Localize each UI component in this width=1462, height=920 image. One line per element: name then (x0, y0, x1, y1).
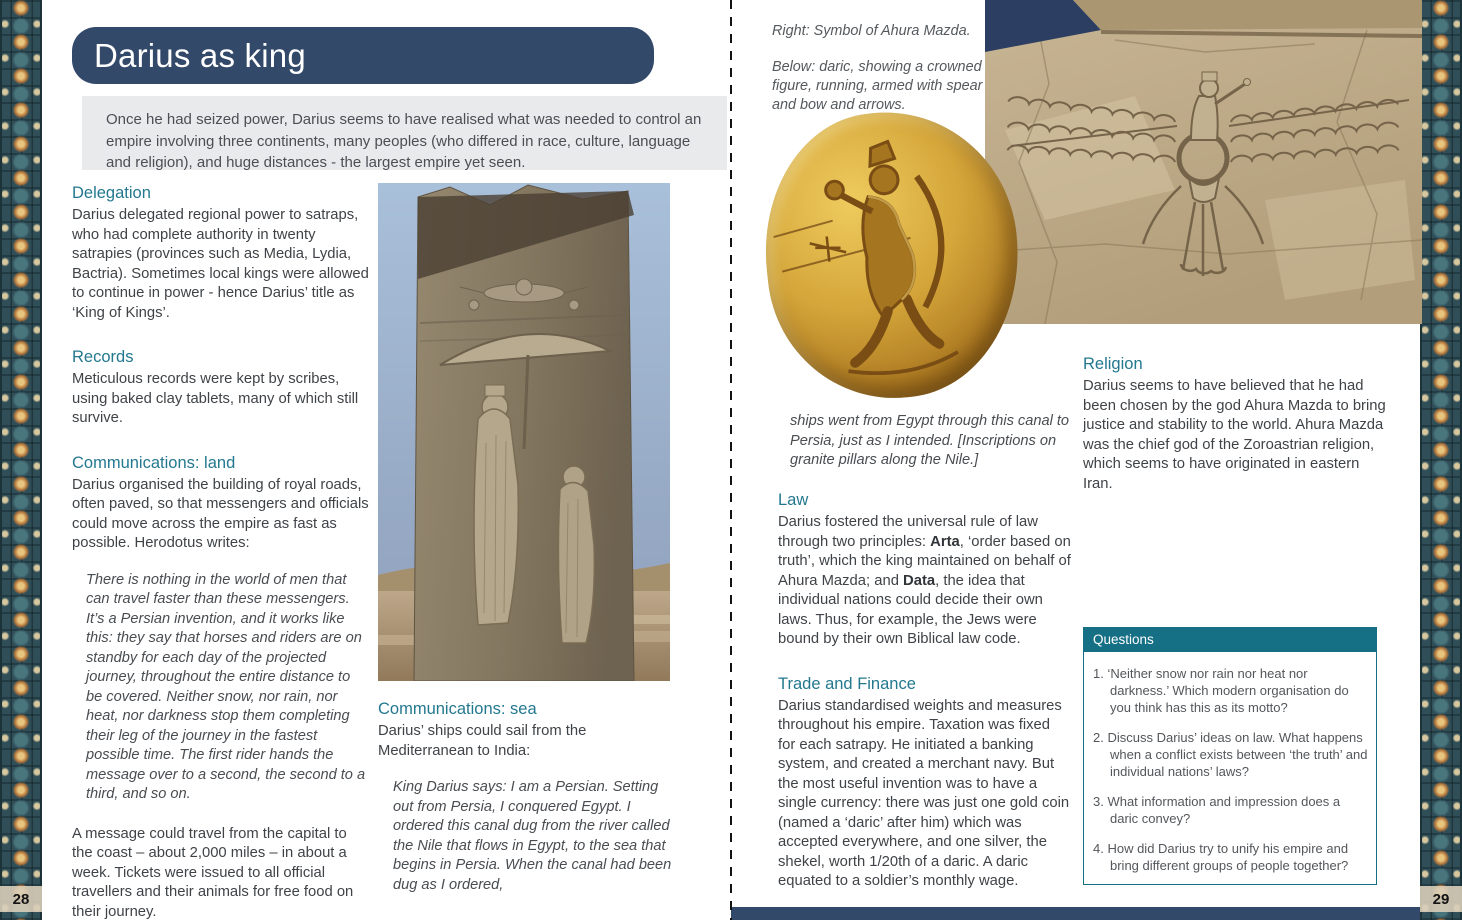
communications-sea-text: Darius’ ships could sail from the Mediterranean to India: (378, 723, 587, 759)
ornament-border-left (0, 0, 42, 920)
question-item: 4. How did Darius try to unify his empire and bring different groups of people together? (1093, 841, 1349, 873)
question-item: 3. What information and impression does a daric convey? (1093, 794, 1341, 826)
questions-box-body (1083, 652, 1377, 885)
intro-box (82, 96, 727, 170)
heading-records: Records (72, 348, 134, 366)
ahura-mazda-relief-photo (985, 0, 1422, 324)
questions-box-header: Questions (1083, 627, 1377, 652)
middle-column (378, 700, 680, 913)
records-text: Meticulous records were kept by scribes, using baked clay tablets, many of which still survive. (72, 371, 359, 426)
question-item: 1. ‘Neither snow nor rain nor heat nor darkness.’ Which modern organisation do you think has this as its motto? (1093, 666, 1349, 715)
delegation-text: Darius delegated regional power to satraps, who had complete authority in twenty satrapies (provinces such as Media, Lydia, Bactria). Sometimes local kings were allowed to continue in power - hence Darius’ title as ‘King of Kings’. (72, 207, 369, 321)
page-number-right: 29 (1420, 886, 1462, 912)
caption-ahura-mazda: Right: Symbol of Ahura Mazda. (772, 23, 971, 39)
stone-pillar (414, 185, 634, 681)
king-darius-quote: King Darius says: I am a Persian. Setting out from Persia, I conquered Egypt. I ordered this canal dug from the river called the Nile that flows in Egypt, to the sea that begins in Persia. When the canal had been dug as I ordered, (393, 779, 672, 893)
page-number-left: 28 (0, 886, 42, 912)
message-travel-text: A message could travel from the capital to the coast – about 2,000 miles – in about a week. Tickets were issued to all official travellers and their animals for free food on their journey. (72, 825, 354, 920)
page-fold-dashed-line (730, 0, 732, 920)
bottom-navy-bar (731, 907, 1420, 920)
persepolis-relief-photo (378, 183, 670, 681)
chapter-title: Darius as king (94, 36, 306, 74)
heading-law: Law (778, 491, 809, 509)
heading-delegation: Delegation (72, 184, 151, 202)
law-text: Darius fostered the universal rule of law through two principles: Arta, ‘order based on truth’, which the king maintained on behalf of Ahura Mazda; and Data, the idea that individual nations could decide their own laws. Thus, for example, the Jews were bound by their own Biblical law code. (778, 514, 1071, 647)
chapter-title-banner (72, 27, 654, 84)
left-column (72, 184, 369, 920)
question-item: 2. Discuss Darius’ ideas on law. What happens when a conflict exists between ‘the truth’ and individual nations’ laws? (1093, 730, 1368, 779)
coin-archer-figure (800, 136, 959, 379)
heading-trade-and-finance: Trade and Finance (778, 674, 916, 693)
religion-text: Darius seems to have believed that he had been chosen by the god Ahura Mazda to bring justice and stability to the world. Ahura Mazda was the chief god of the Zoroastrian religion, which seems to have originated in eastern Iran. (1083, 378, 1386, 492)
heading-religion: Religion (1083, 355, 1143, 373)
herodotus-quote: There is nothing in the world of men that can travel faster than these messengers. It’s a Persian invention, and it works like this: they say that horses and riders are on standby for each day of the projected journey, throughout the entire distance to be covered. Neither snow, nor rain, nor heat, nor darkness stop them completing their leg of the journey in the fastest possible time. The first rider hands the message over to a second, the second to a third, and so on. (86, 571, 366, 802)
communications-land-text: Darius organised the building of royal roads, often paved, so that messengers and officials could move across the empire as fast as possible. Herodotus writes: (72, 476, 369, 551)
heading-communications-sea: Communications: sea (378, 700, 537, 718)
ornament-border-right (1420, 0, 1462, 920)
heading-communications-land: Communications: land (72, 453, 236, 472)
questions-box (1083, 627, 1377, 885)
trade-and-finance-text: Darius standardised weights and measures throughout his empire. Taxation was fixed for each satrapy. He initiated a banking system, and created a merchant navy. But the most useful invention was to have a single currency: there was just one gold coin (named a ‘daric’ after him) which was accepted everywhere, and one silver, the shekel, worth 1/20th of a daric. A daric equated to a soldier’s monthly wage. (778, 697, 1070, 889)
intro-text: Once he had seized power, Darius seems to have realised what was needed to control an empire involving three continents, many peoples (who differed in race, culture, language and religion), and huge distances - the largest empire yet seen. (106, 111, 702, 171)
caption-daric: Below: daric, showing a crowned figure, running, armed with spear and bow and arrows. (772, 59, 983, 113)
inscription-quote-continuation: ships went from Egypt through this canal to Persia, just as I intended. [Inscriptions on granite pillars along the Nile.] (790, 413, 1070, 468)
daric-coin-photo (752, 100, 1033, 411)
right-page-left-column (778, 491, 1071, 896)
right-page-right-column (1083, 355, 1390, 498)
